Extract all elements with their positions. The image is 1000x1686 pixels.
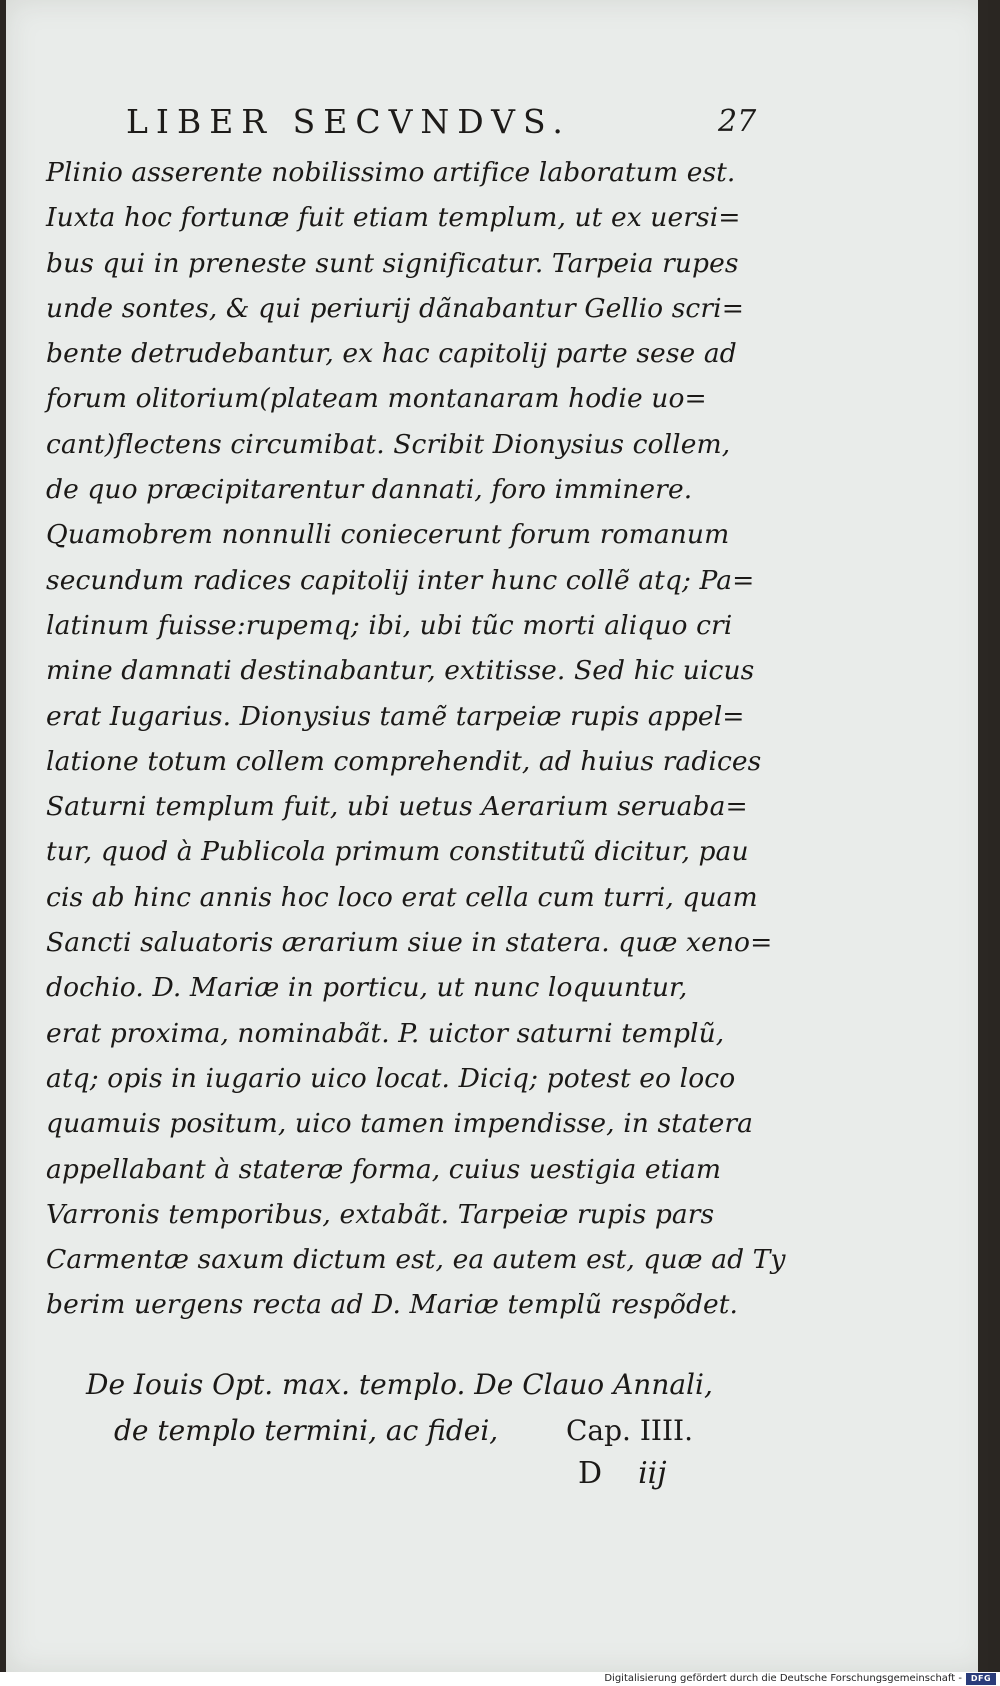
text-line: latinum fuisse:rupemq; ibi, ubi tũc morti aliquo cri bbox=[46, 609, 733, 641]
book-page bbox=[6, 0, 988, 1672]
text-line: Saturni templum fuit, ubi uetus Aerarium seruaba= bbox=[46, 791, 748, 823]
text-line: secundum radices capitolij inter hunc collẽ atq; Pa= bbox=[46, 564, 755, 596]
page-edge bbox=[978, 0, 988, 1672]
chapter-heading-line: De Iouis Opt. max. templo. De Clauo Annali, bbox=[86, 1368, 713, 1401]
text-line: cant)flectens circumibat. Scribit Dionysius collem, bbox=[46, 428, 731, 460]
text-line: cis ab hinc annis hoc loco erat cella cum turri, quam bbox=[46, 881, 758, 913]
text-line: Quamobrem nonnulli coniecerunt forum romanum bbox=[46, 519, 730, 551]
text-line: Sancti saluatoris ærarium siue in statera. quæ xeno= bbox=[46, 927, 773, 959]
page-header bbox=[6, 102, 988, 150]
text-line: dochio. D. Mariæ in porticu, ut nunc loquuntur, bbox=[46, 972, 688, 1004]
text-line: erat Iugarius. Dionysius tamẽ tarpeiæ rupis appel= bbox=[46, 700, 745, 732]
text-line: bus qui in preneste sunt significatur. Tarpeia rupes bbox=[46, 247, 739, 279]
signature-letter: D bbox=[578, 1456, 603, 1491]
text-line: appellabant à stateræ forma, cuius uestigia etiam bbox=[46, 1153, 722, 1185]
text-line: de quo præcipitarentur dannati, foro imminere. bbox=[46, 474, 693, 506]
chapter-number: Cap. IIII. bbox=[566, 1414, 693, 1447]
signature-mark bbox=[578, 1456, 667, 1491]
digitization-footer bbox=[0, 1672, 1000, 1686]
text-line: Carmentæ saxum dictum est, ea autem est, quæ ad Ty bbox=[46, 1244, 786, 1276]
text-line: bente detrudebantur, ex hac capitolij parte sese ad bbox=[46, 338, 737, 370]
text-line: tur, quod à Publicola primum constitutũ dicitur, pau bbox=[46, 836, 749, 868]
text-line: Varronis temporibus, extabãt. Tarpeiæ rupis pars bbox=[46, 1198, 715, 1230]
text-line: unde sontes, & qui periurij dãnabantur Gellio scri= bbox=[46, 292, 744, 324]
funding-credit: Digitalisierung gefördert durch die Deutsche Forschungsgemeinschaft - bbox=[604, 1673, 962, 1684]
running-head: LIBER SECVNDVS. bbox=[126, 102, 571, 141]
text-line: latione totum collem comprehendit, ad huius radices bbox=[46, 745, 762, 777]
body-text bbox=[46, 150, 786, 1328]
folio-number: 27 bbox=[718, 104, 757, 139]
text-line: Iuxta hoc fortunæ fuit etiam templum, ut ex uersi= bbox=[46, 202, 741, 234]
text-line: mine damnati destinabantur, extitisse. Sed hic uicus bbox=[46, 655, 755, 687]
chapter-heading-line: de templo termini, ac fidei, bbox=[114, 1414, 499, 1447]
dfg-logo: DFG bbox=[966, 1673, 996, 1685]
text-line: erat proxima, nominabãt. P. uictor saturni templũ, bbox=[46, 1017, 725, 1049]
text-line: berim uergens recta ad D. Mariæ templũ respõdet. bbox=[46, 1289, 739, 1321]
text-line: quamuis positum, uico tamen impendisse, in statera bbox=[46, 1108, 754, 1140]
signature-number: iij bbox=[638, 1456, 667, 1491]
text-line: Plinio asserente nobilissimo artifice laboratum est. bbox=[46, 157, 736, 188]
text-line: atq; opis in iugario uico locat. Diciq; potest eo loco bbox=[46, 1062, 736, 1094]
text-line: forum olitorium(plateam montanaram hodie uo= bbox=[46, 383, 707, 415]
